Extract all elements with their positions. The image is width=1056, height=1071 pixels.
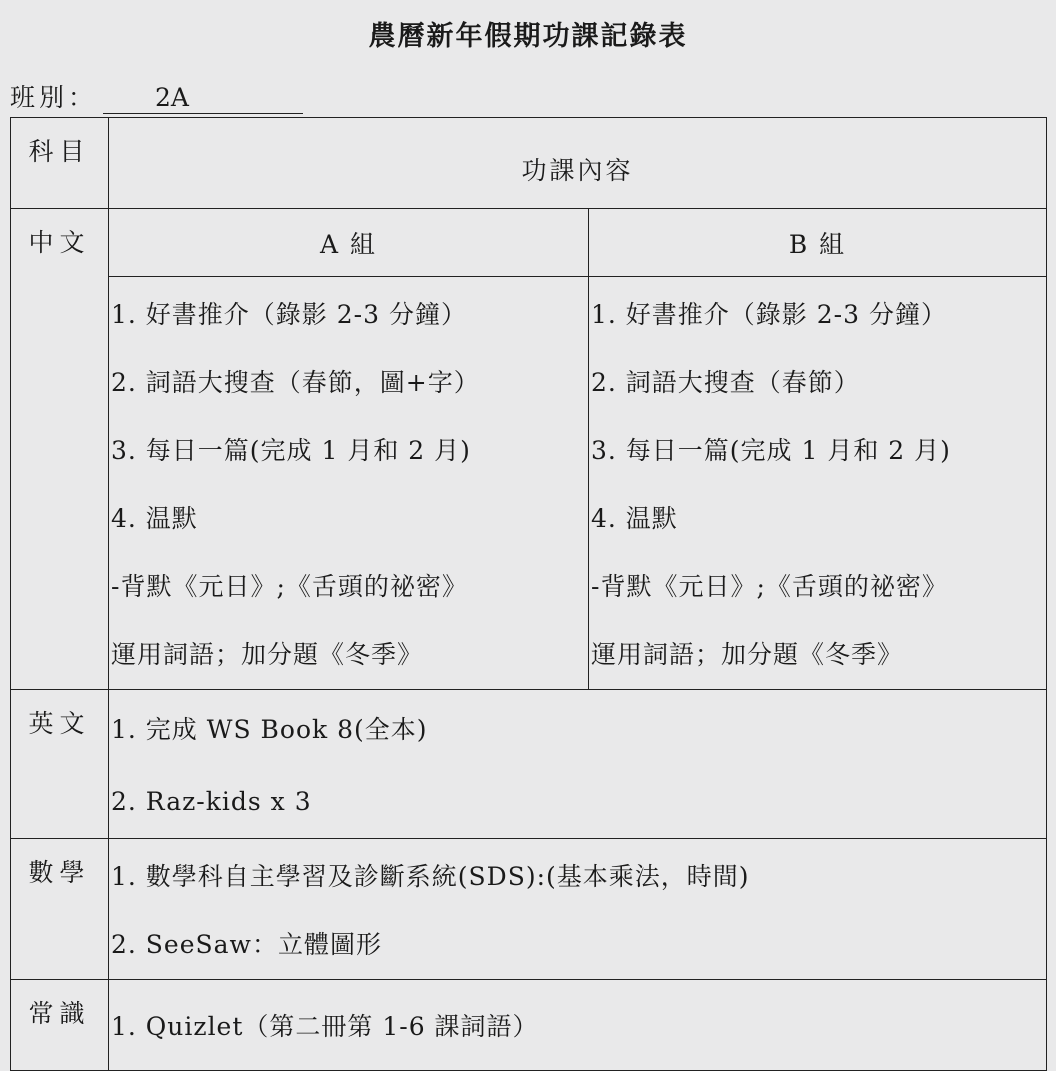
list-item: 4. 温默 — [591, 504, 678, 533]
list-item: 運用詞語；加分題《冬季》 — [591, 640, 904, 669]
english-row — [11, 690, 1047, 839]
subject-english: 英文 — [11, 690, 109, 839]
list-item: 4. 温默 — [111, 504, 198, 533]
homework-table — [10, 117, 1047, 1071]
subject-header: 科目 — [11, 118, 109, 209]
list-item: 2. Raz-kids x 3 — [111, 787, 312, 816]
general-studies-content — [109, 980, 1047, 1071]
math-row — [11, 839, 1047, 980]
group-a-header: A 組 — [109, 209, 589, 277]
group-b-header: B 組 — [589, 209, 1047, 277]
list-item: -背默《元日》;《舌頭的祕密》 — [591, 572, 948, 601]
class-value: 2A — [103, 83, 303, 114]
general-studies-row — [11, 980, 1047, 1071]
group-a-content — [109, 277, 589, 690]
class-label: 班別： — [10, 83, 98, 112]
list-item: 1. 完成 WS Book 8(全本) — [111, 715, 428, 744]
list-item: 1. 好書推介（錄影 2-3 分鐘） — [591, 300, 947, 329]
list-item: 3. 每日一篇(完成 1 月和 2 月) — [111, 436, 471, 465]
english-content — [109, 690, 1047, 839]
list-item: 運用詞語；加分題《冬季》 — [111, 640, 424, 669]
math-content — [109, 839, 1047, 980]
subject-chinese: 中文 — [11, 209, 109, 690]
list-item: -背默《元日》;《舌頭的祕密》 — [111, 572, 468, 601]
class-field — [10, 78, 303, 114]
subject-general-studies: 常識 — [11, 980, 109, 1071]
header-row — [11, 118, 1047, 209]
list-item: 1. 數學科自主學習及診斷系統(SDS):(基本乘法，時間) — [111, 862, 750, 891]
chinese-group-row — [11, 209, 1047, 277]
chinese-content-row — [11, 277, 1047, 690]
list-item: 1. 好書推介（錄影 2-3 分鐘） — [111, 300, 467, 329]
list-item: 1. Quizlet（第二冊第 1-6 課詞語） — [111, 1012, 539, 1041]
page-title: 農曆新年假期功課記錄表 — [368, 21, 688, 52]
list-item: 2. 詞語大搜查（春節） — [591, 368, 860, 397]
content-header: 功課內容 — [109, 118, 1047, 209]
list-item: 2. 詞語大搜查（春節，圖+字） — [111, 368, 480, 397]
list-item: 3. 每日一篇(完成 1 月和 2 月) — [591, 436, 951, 465]
group-b-content — [589, 277, 1047, 690]
list-item: 2. SeeSaw：立體圖形 — [111, 930, 382, 959]
subject-math: 數學 — [11, 839, 109, 980]
